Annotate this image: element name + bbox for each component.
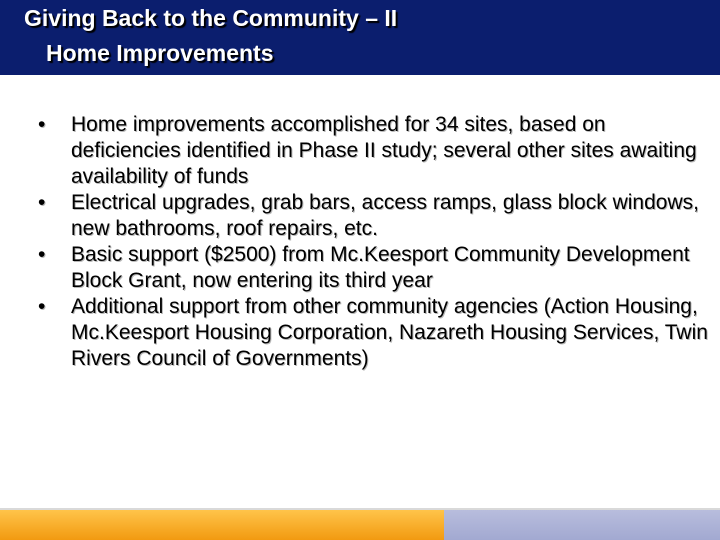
footer-bar-left: [0, 510, 444, 540]
title-bar: [0, 0, 720, 75]
bullet-item: [38, 190, 710, 242]
bullet-list: [38, 112, 710, 372]
slide-subtitle: Home Improvements: [46, 40, 274, 66]
slide-title: Giving Back to the Community – II: [24, 5, 398, 31]
bullet-item: [38, 242, 710, 294]
bullet-icon: •: [38, 243, 46, 266]
bullet-icon: •: [38, 295, 46, 318]
bullet-text: Additional support from other community agencies (Action Housing, Mc.Keesport Housing Corporation, Nazareth Housing Services, Twin Rivers Council of Governments): [71, 295, 708, 370]
bullet-text: Home improvements accomplished for 34 sites, based on deficiencies identified in Phase II study; several other sites awaiting availability of funds: [71, 113, 697, 188]
bullet-text: Electrical upgrades, grab bars, access ramps, glass block windows, new bathrooms, roof repairs, etc.: [71, 191, 699, 240]
bullet-icon: •: [38, 191, 46, 214]
bullet-item: [38, 294, 710, 372]
footer-bar-right: [444, 510, 720, 540]
bullet-text: Basic support ($2500) from Mc.Keesport Community Development Block Grant, now entering its third year: [71, 243, 690, 292]
bullet-item: [38, 112, 710, 190]
bullet-icon: •: [38, 113, 46, 136]
